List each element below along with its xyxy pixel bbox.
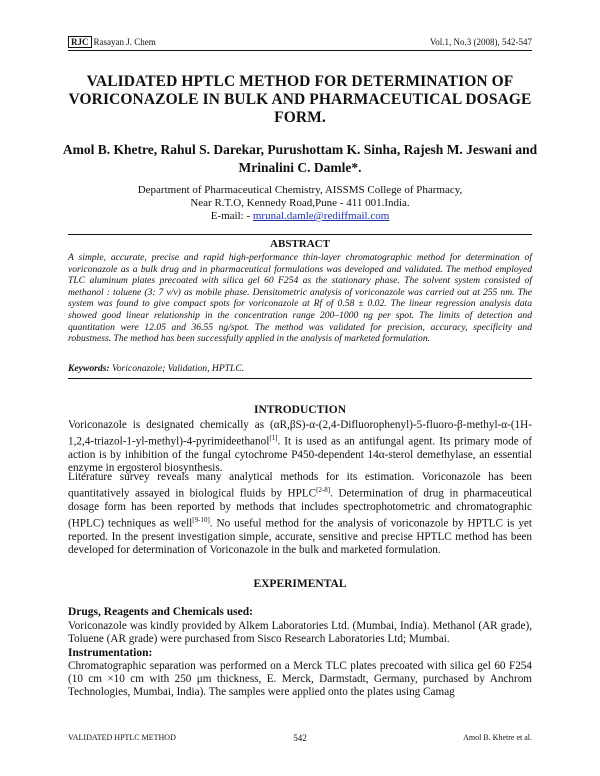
journal-name: Rasayan J. Chem	[93, 37, 156, 47]
abstract-text: A simple, accurate, precise and rapid high-performance thin-layer chromatographic method for determination of voriconazole as a bulk drug and in pharmaceutical formulations was developed and validated. The method employed TLC aluminum plates precoated with silica gel 60 F254 as the stationary phase. The solvent system consisted of methanol : toluene (3: 7 v/v) as mobile phase. Densitometric analysis of voriconazole was carried out at 255 nm. The system was found to give compact spots for voriconazole at Rf of 0.58 ± 0.02. The linear regression analysis data showed good linear relationship in the concentration range 200–1000 ng per spot. The limits of detection and quantitation were 12.05 and 36.55 ng/spot. The method was validated for precision, accuracy, specificity and robustness. The method has been successfully applied in the analysis of marketed formulation.	[68, 252, 532, 345]
footer-author: Amol B. Khetre et al.	[463, 733, 532, 742]
volume-info: Vol.1, No.3 (2008), 542-547	[429, 37, 532, 47]
footer-running-title: VALIDATED HPTLC METHOD	[68, 733, 176, 742]
email-line	[68, 210, 532, 223]
paper-title: VALIDATED HPTLC METHOD FOR DETERMINATION OF VORICONAZOLE IN BULK AND PHARMACEUTICAL DOSAGE FORM.	[68, 73, 532, 126]
experimental-paragraph-1: Voriconazole was kindly provided by Alkem Laboratories Ltd. (Mumbai, India). Methanol (AR grade), Toluene (AR grade) were purchased from Sisco Research Laboratories Ltd; Mumbai.	[68, 620, 532, 646]
email-label: E-mail: -	[210, 210, 253, 222]
introduction-paragraph-1: Voriconazole is designated chemically as (αR,βS)-α-(2,4-Difluorophenyl)-5-fluoro-β-methyl-α-(1H-1,2,4-triazol-1-yl-methyl)-4-pyrimideethanol[1]. It is used as an antifungal agent. Its primary mode of action is by inhibition of the fungal cytochrome P450-dependent 14α-sterol demethylase, an essential enzyme in ergosterol biosynthesis.	[68, 419, 532, 475]
keywords-line	[68, 363, 532, 374]
affiliation-line-1: Department of Pharmaceutical Chemistry, AISSMS College of Pharmacy,	[137, 184, 463, 196]
author-list: Amol B. Khetre, Rahul S. Darekar, Purushottam K. Sinha, Rajesh M. Jeswani and Mrinalini C. Damle*.	[62, 142, 538, 175]
citation: [2-8]	[316, 486, 331, 495]
introduction-paragraph-2: Literature survey reveals many analytical methods for its estimation. Voriconazole has been quantitatively assayed in biological fluids by HPLC[2-8]. Determination of drug in pharmaceutical dosage form has been reported by methods that includes spectrophotometric and chromatographic (HPLC) techniques as well[9-10]. No useful method for the analysis of voriconazole by HPTLC is yet reported. In the present investigation simple, accurate, sensitive and precise HPTLC method has been developed for determination of Voriconazole in the bulk and marketed formulation.	[68, 471, 533, 557]
page-footer	[68, 733, 532, 743]
abstract-top-rule	[68, 234, 532, 235]
affiliation	[68, 184, 532, 223]
keywords: Voriconazole; Validation, HPTLC.	[111, 363, 245, 374]
experimental-heading: EXPERIMENTAL	[253, 578, 347, 590]
page-number: 542	[293, 733, 307, 743]
abstract-heading: ABSTRACT	[270, 238, 330, 250]
running-header	[68, 36, 532, 50]
header-rule	[68, 50, 532, 51]
subheading-instrumentation: Instrumentation:	[68, 647, 153, 659]
citation: [9-10]	[192, 516, 210, 525]
email-link[interactable]: mrunal.damle@rediffmail.com	[252, 210, 390, 222]
citation: [1]	[269, 434, 278, 443]
journal-code: RJC	[68, 36, 92, 48]
keywords-label: Keywords:	[68, 363, 112, 374]
subheading-drugs: Drugs, Reagents and Chemicals used:	[68, 606, 253, 618]
experimental-paragraph-2: Chromatographic separation was performed on a Merck TLC plates precoated with silica gel 60 F254 (10 cm ×10 cm with 250 μm thickness, E. Merck, Darmstadt, Germany, purchased by Anchrom Technologies, Mumbai, India). The samples were applied onto the plates using Camag	[68, 660, 532, 699]
abstract-bottom-rule	[68, 378, 532, 379]
affiliation-line-2: Near R.T.O, Kennedy Road,Pune - 411 001.India.	[190, 197, 410, 209]
introduction-heading: INTRODUCTION	[253, 404, 346, 416]
